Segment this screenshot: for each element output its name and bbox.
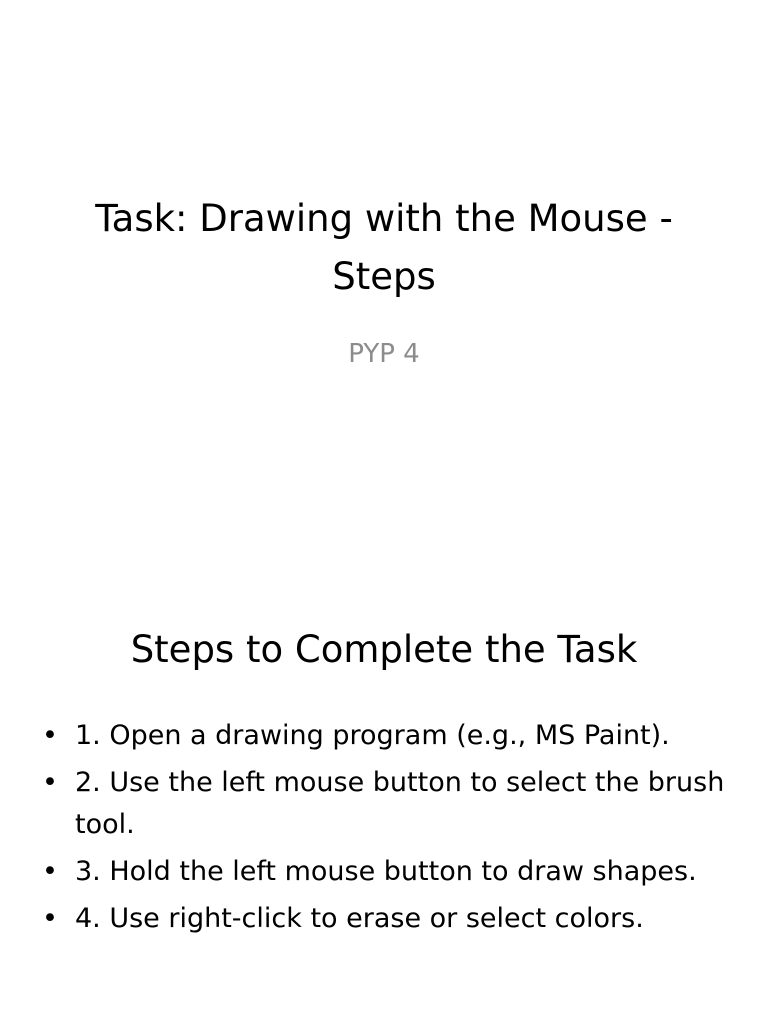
step-item xyxy=(38,851,728,893)
step-item xyxy=(38,898,728,940)
bullet-icon: • xyxy=(42,856,58,887)
step-item xyxy=(38,715,728,757)
slide-subtitle: PYP 4 xyxy=(348,339,420,369)
bullet-icon: • xyxy=(42,767,58,798)
step-text: 3. Hold the left mouse button to draw shapes. xyxy=(75,856,697,887)
step-text: 4. Use right-click to erase or select colors. xyxy=(75,903,644,934)
steps-slide xyxy=(0,512,768,1024)
step-text: 1. Open a drawing program (e.g., MS Paint). xyxy=(75,720,670,751)
steps-list xyxy=(38,715,728,945)
steps-slide-title: Steps to Complete the Task xyxy=(130,628,638,671)
step-item xyxy=(38,762,728,846)
step-text: 2. Use the left mouse button to select the brush tool. xyxy=(75,767,725,840)
bullet-icon: • xyxy=(42,903,58,934)
bullet-icon: • xyxy=(42,720,58,751)
slide-title: Task: Drawing with the Mouse - Steps xyxy=(95,197,673,298)
